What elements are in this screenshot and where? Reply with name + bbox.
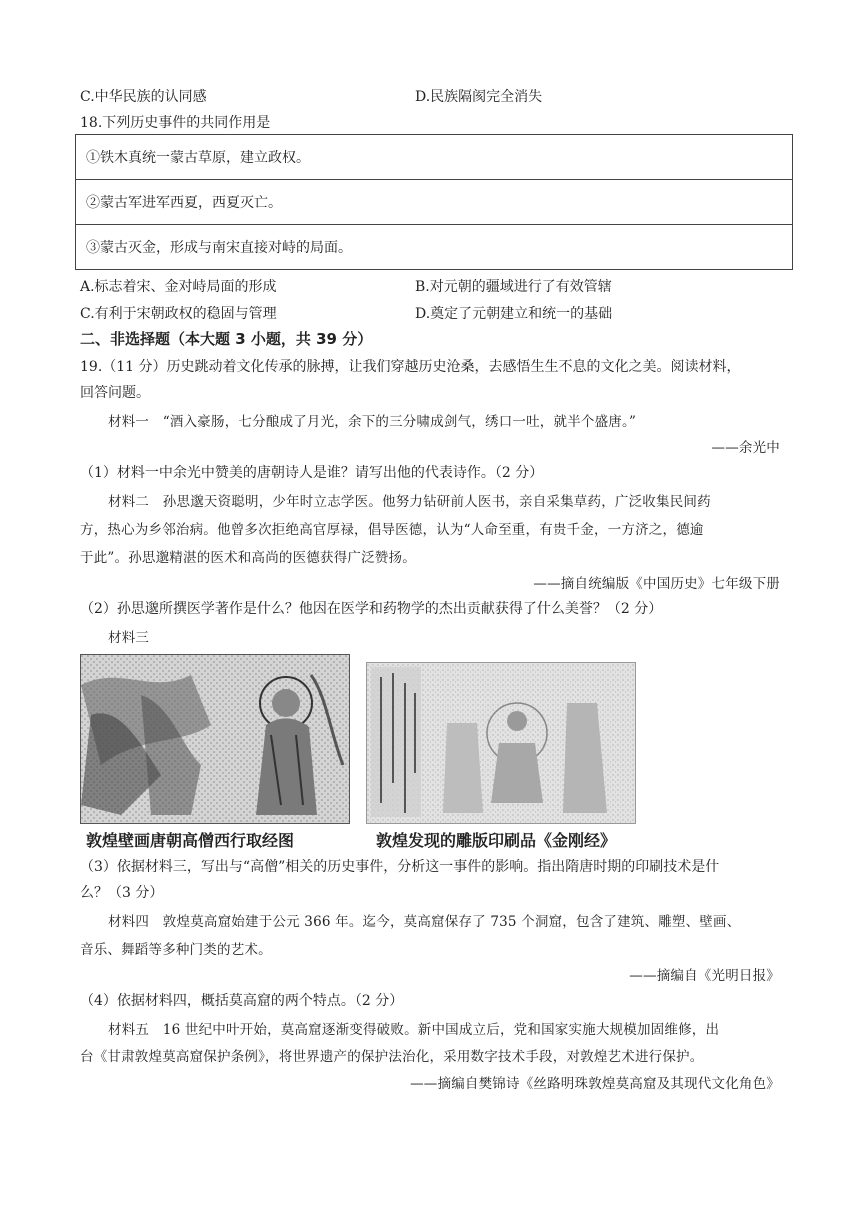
q17-option-d: D.民族隔阂完全消失 bbox=[415, 89, 543, 105]
material-3-label: 材料三 bbox=[108, 630, 150, 646]
material-1-text: 材料一 “酒入豪肠，七分酿成了月光，余下的三分啸成剑气，绣口一吐，就半个盛唐。” bbox=[108, 414, 637, 430]
material-2-line1: 材料二 孙思邈天资聪明，少年时立志学医。他努力钻研前人医书，亲自采集草药，广泛收集民间药 bbox=[108, 494, 711, 510]
material-2-source: ——摘自统编版《中国历史》七年级下册 bbox=[533, 576, 780, 592]
sub-question-3-line2: 么？（3 分） bbox=[80, 885, 164, 901]
q18-option-c: C.有利于宋朝政权的稳固与管理 bbox=[80, 306, 277, 322]
material-2-line3: 于此”。孙思邈精湛的医术和高尚的医德获得广泛赞扬。 bbox=[80, 550, 416, 566]
sub-question-2: （2）孙思邈所撰医学著作是什么？他因在医学和药物学的杰出贡献获得了什么美誉？（2 分） bbox=[80, 601, 663, 617]
q18-option-d: D.奠定了元朝建立和统一的基础 bbox=[415, 306, 613, 322]
material-4-source: ——摘编自《光明日报》 bbox=[629, 968, 780, 984]
q18-option-a: A.标志着宋、金对峙局面的形成 bbox=[80, 279, 277, 295]
q19-intro-line1: 19.（11 分）历史跳动着文化传承的脉搏，让我们穿越历史沧桑，去感悟生生不息的文化之美。阅读材料， bbox=[80, 359, 741, 375]
q19-intro-line2: 回答问题。 bbox=[80, 385, 150, 401]
mural-image-caption: 敦煌壁画唐朝高僧西行取经图 bbox=[86, 831, 295, 850]
q18-event-row-2: ②蒙古军进军西夏，西夏灭亡。 bbox=[76, 180, 792, 225]
sub-question-1: （1）材料一中余光中赞美的唐朝诗人是谁？请写出他的代表诗作。（2 分） bbox=[80, 465, 544, 481]
section-heading: 二、非选择题（本大题 3 小题，共 39 分） bbox=[80, 330, 373, 348]
material-4-line2: 音乐、舞蹈等多种门类的艺术。 bbox=[80, 942, 272, 958]
q18-stem: 18.下列历史事件的共同作用是 bbox=[80, 115, 271, 131]
diamond-sutra-image bbox=[366, 662, 636, 824]
dunhuang-mural-image bbox=[80, 654, 350, 824]
material-5-source: ——摘编自樊锦诗《丝路明珠敦煌莫高窟及其现代文化角色》 bbox=[410, 1076, 780, 1092]
q18-event-row-3: ③蒙古灭金，形成与南宋直接对峙的局面。 bbox=[86, 240, 352, 256]
material-1-source: ——余光中 bbox=[711, 440, 780, 456]
material-4-line1: 材料四 敦煌莫高窟始建于公元 366 年。迄今，莫高窟保存了 735 个洞窟，包含了建筑、雕塑、壁画、 bbox=[108, 914, 741, 930]
sub-question-4: （4）依据材料四，概括莫高窟的两个特点。（2 分） bbox=[80, 993, 404, 1009]
sub-question-3-line1: （3）依据材料三，写出与“高僧”相关的历史事件，分析这一事件的影响。指出隋唐时期的印刷技术是什 bbox=[80, 859, 720, 875]
material-2-line2: 方，热心为乡邻治病。他曾多次拒绝高官厚禄，倡导医德，认为“人命至重，有贵千金，一方济之，德逾 bbox=[80, 522, 704, 538]
sutra-image-caption: 敦煌发现的雕版印刷品《金刚经》 bbox=[376, 831, 617, 850]
q18-option-b: B.对元朝的疆域进行了有效管辖 bbox=[415, 279, 612, 295]
q17-option-c: C.中华民族的认同感 bbox=[80, 89, 207, 105]
q18-event-table bbox=[75, 134, 793, 270]
material-5-line2: 台《甘肃敦煌莫高窟保护条例》，将世界遗产的保护法治化，采用数字技术手段，对敦煌艺术进行保护。 bbox=[80, 1049, 704, 1065]
q18-event-row-1: ①铁木真统一蒙古草原，建立政权。 bbox=[76, 135, 792, 180]
material-5-line1: 材料五 16 世纪中叶开始，莫高窟逐渐变得破败。新中国成立后，党和国家实施大规模加固维修，出 bbox=[108, 1022, 720, 1038]
